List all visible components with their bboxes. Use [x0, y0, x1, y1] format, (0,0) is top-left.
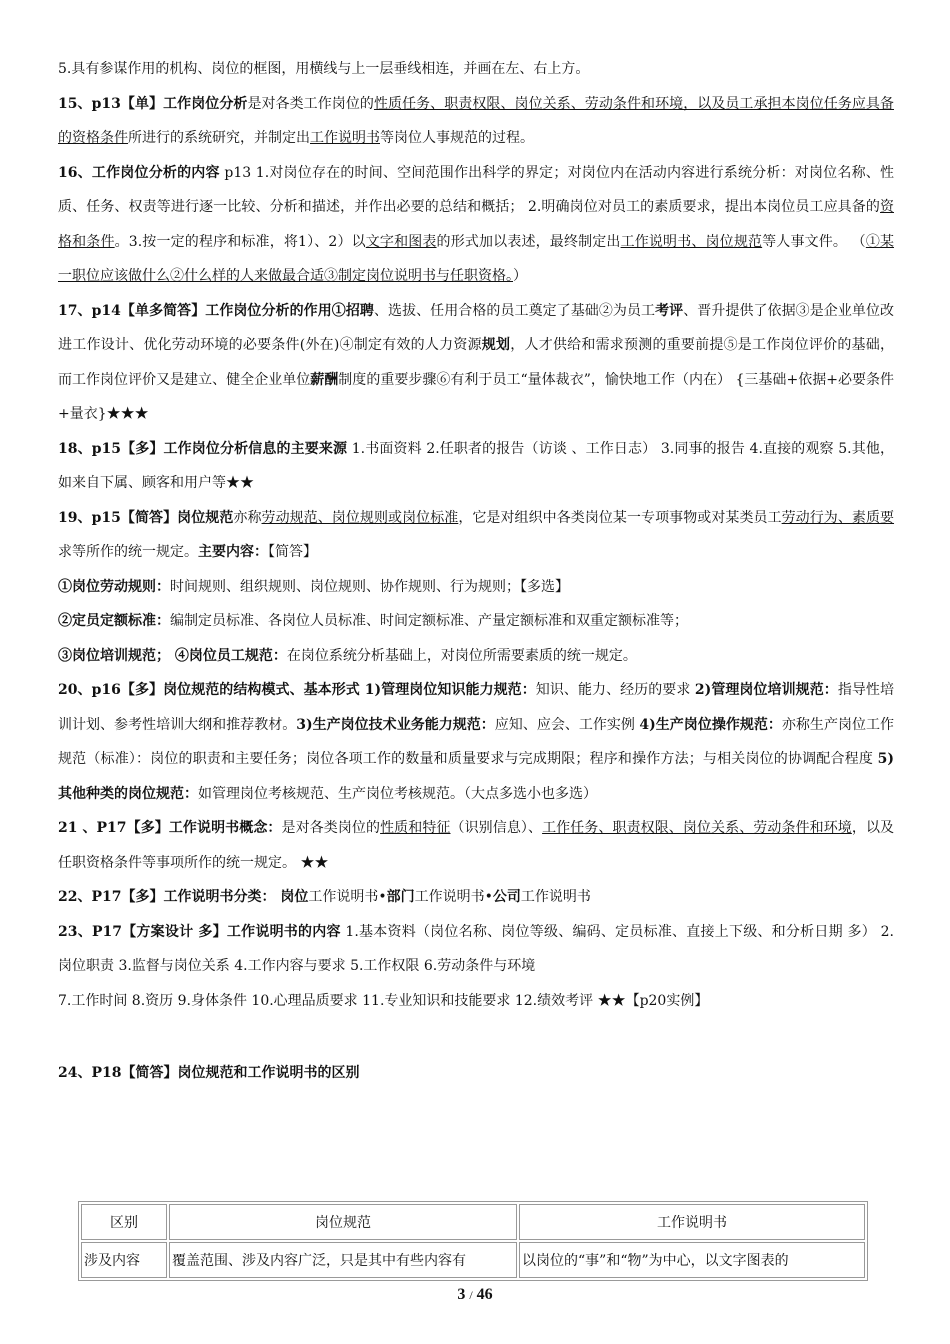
item-15	[58, 87, 894, 156]
item-19-text-4: 【简答】	[268, 544, 317, 560]
rule-1-text: 时间规则、组织规则、岗位规则、协作规则、行为规则；【多选】	[170, 578, 569, 595]
item-21-text-1: 是对各类岗位的	[281, 820, 381, 836]
table-row	[81, 1242, 865, 1278]
rule-3-label: ③岗位培训规范； ④岗位员工规范：	[58, 647, 287, 664]
item-19-heading: 19、p15【简答】岗位规范	[58, 509, 234, 526]
item-16-text-4: 等人事文件。 （	[762, 233, 866, 250]
item-21-text-2: （识别信息）、	[450, 820, 543, 836]
item-15-text-1: 是对各类工作岗位的	[247, 95, 374, 112]
item-21-text-3: ，以及任职资格条件等事项所作的统一规定。 ★★	[58, 820, 895, 871]
item-20-bold-5: 5)其他种类的岗位规范：	[58, 751, 894, 802]
item-22-heading: 22、P17【多】工作说明书分类： 岗位	[58, 889, 309, 905]
item-16	[58, 156, 894, 294]
item-20-text-3: 应知、应会、工作实例	[494, 716, 640, 733]
item-20	[58, 673, 894, 811]
item-22	[58, 880, 894, 915]
item-16-underline-2: 文字和图表	[365, 233, 437, 250]
item-17-bold-2: 规划	[481, 337, 511, 353]
item-17-text-3: ，人才供给和需求预测的重要前提⑤是工作岗位评价的基础，而工作岗位评价又是建立、健全企业单位	[58, 337, 895, 388]
item-23-heading: 23、P17【方案设计 多】工作说明书的内容	[58, 923, 341, 940]
item-15-underline-1: 性质任务、职责权限、岗位关系、劳动条件和环境，以及员工承担本岗位任务应具备的资格条件	[58, 95, 894, 146]
table-header-row	[81, 1204, 865, 1240]
page-separator: /	[469, 1288, 473, 1302]
item-17-bold-1: 考评	[655, 302, 684, 319]
item-17-text-2: 、晋升提供了依据③是企业单位改进工作设计、优化劳动环境的必要条件(外在)④制定有效的人力资源	[58, 302, 895, 353]
item-20-bold-2: 2)管理岗位培训规范：	[694, 682, 838, 698]
table-header-cell: 工作说明书	[519, 1204, 865, 1240]
item-17	[58, 294, 894, 432]
rule-2-label: ②定员定额标准：	[58, 613, 170, 629]
item-15-text-2: 所进行的系统研究，并制定出	[128, 130, 310, 146]
table-header-cell: 区别	[81, 1204, 167, 1240]
table-cell: 涉及内容	[81, 1242, 167, 1278]
item-19-rule-2	[58, 604, 894, 639]
item-20-text-1: 知识、能力、经历的要求	[535, 682, 695, 698]
item-19-underline-1: 劳动规范、岗位规则或岗位标准	[261, 509, 459, 526]
item-20-bold-4: 4)生产岗位操作规范：	[639, 716, 782, 733]
item-19-rule-1	[58, 570, 894, 605]
item-19-text-1: 亦称	[233, 509, 262, 526]
table-cell: 以岗位的“事”和“物”为中心，以文字图表的	[519, 1242, 865, 1278]
item-15-underline-2: 工作说明书	[310, 130, 380, 146]
current-page: 3	[457, 1286, 466, 1303]
item-17-text-4: 制度的重要步骤⑥有利于员工“量体裁衣”，愉快地工作（内在） {三基础+依据+必要条件+量衣}★★★	[58, 371, 895, 422]
item-21-underline-1: 性质和特征	[380, 820, 451, 836]
item-23-cont: 7.工作时间 8.资历 9.身体条件 10.心理品质要求 11.专业知识和技能要求 12.绩效考评 ★★【p20实例】	[58, 992, 709, 1009]
comparison-table	[78, 1201, 868, 1281]
table-cell: 覆盖范围、涉及内容广泛，只是其中有些内容有	[169, 1242, 517, 1278]
rule-1-label: ①岗位劳动规则：	[58, 578, 170, 595]
item-22-text-2: 工作说明书•	[414, 889, 493, 905]
item-20-text-5: 如管理岗位考核规范、生产岗位考核规范。（大点多选小也多选）	[198, 785, 597, 802]
item-20-heading: 20、p16【多】岗位规范的结构模式、基本形式 1)管理岗位知识能力规范：	[58, 682, 536, 698]
item-19-text-2: ，它是对组织中各类岗位某一专项事物或对某类员工	[458, 509, 782, 526]
item-19	[58, 501, 894, 570]
item-18-heading: 18、p15【多】工作岗位分析信息的主要来源	[58, 440, 348, 457]
item-23-text-1: 1.基本资料（岗位名称、岗位等级、编码、定员标准、直接上下级、和分析日期 多） 2.岗位职责 3.监督与岗位关系 4.工作内容与要求 5.工作权限 6.劳动条件与环境	[58, 923, 894, 974]
item-21-heading: 21 、P17【多】工作说明书概念：	[58, 820, 282, 836]
spacer	[58, 1018, 894, 1056]
total-pages: 46	[476, 1286, 493, 1303]
item-17-heading: 17、p14【单多简答】工作岗位分析的作用①招聘	[58, 302, 374, 319]
item-19-text-3: 求等所作的统一规定。	[58, 544, 198, 560]
item-17-text-1: 、选拔、任用合格的员工奠定了基础②为员工	[373, 302, 656, 319]
item-17-bold-3: 薪酬	[310, 371, 339, 388]
item-19-rule-3	[58, 639, 894, 674]
item-18-text: 1.书面资料 2.任职者的报告（访谈 、工作日志） 3.同事的报告 4.直接的观察 5.其他，如来自下属、顾客和用户等★★	[58, 440, 894, 491]
item-23	[58, 915, 894, 984]
item-16-text-3: 的形式加以表述，最终制定出	[436, 233, 621, 250]
item-15-heading: 15、p13【单】工作岗位分析	[58, 95, 248, 112]
item-16-underline-3: 工作说明书、岗位规范	[620, 233, 763, 250]
item-22-text-1: 工作说明书•	[308, 889, 387, 905]
item-22-text-3: 工作说明书	[520, 889, 591, 905]
item-18	[58, 432, 894, 501]
line-item-5: 5.具有参谋作用的机构、岗位的框图，用横线与上一层垂线相连，并画在左、右上方。	[58, 61, 590, 77]
item-24-heading: 24、P18【简答】岗位规范和工作说明书的区别	[58, 1065, 360, 1081]
item-21	[58, 811, 894, 880]
item-16-underline-1: 资格和条件	[58, 199, 894, 250]
rule-3-text: 在岗位系统分析基础上，对岗位所需要素质的统一规定。	[286, 647, 637, 664]
item-16-text-2: 。3.按一定的程序和标准，将1）、2）以	[114, 233, 366, 250]
table-header-cell: 岗位规范	[169, 1204, 517, 1240]
item-24	[58, 1056, 894, 1091]
item-20-text-2: 指导性培训计划、参考性培训大纲和推荐教材。	[58, 682, 894, 733]
rule-2-text: 编制定员标准、各岗位人员标准、时间定额标准、产量定额标准和双重定额标准等；	[170, 613, 688, 629]
item-19-underline-2: 劳动行为、素质要	[781, 509, 895, 526]
item-16-underline-4: ①某一职位应该做什么②什么样的人来做最合适③制定岗位说明书与任职资格。	[58, 233, 894, 284]
document-body	[58, 52, 894, 1091]
item-22-bold-2: 部门	[386, 889, 415, 905]
page-number	[0, 1286, 950, 1304]
item-16-text-1: p13 1.对岗位存在的时间、空间范围作出科学的界定；对岗位内在活动内容进行系统分析：对岗位名称、性质、任务、权责等进行逐一比较、分析和描述，并作出必要的总结和概括； 2.明确岗位对员工的素质要求，提出本岗位员工应具备的	[58, 164, 894, 215]
item-19-main-content-label: 主要内容：	[198, 544, 268, 560]
item-20-bold-3: 3)生产岗位技术业务能力规范：	[296, 716, 495, 733]
item-22-bold-3: 公司	[492, 889, 521, 905]
item-16-heading: 16、工作岗位分析的内容	[58, 164, 220, 181]
item-20-text-4: 亦称生产岗位工作规范（标准）：岗位的职责和主要任务；岗位各项工作的数量和质量要求与完成期限；程序和操作方法；与相关岗位的协调配合程度	[58, 716, 895, 767]
item-15-text-3: 等岗位人事规范的过程。	[380, 130, 534, 146]
item-21-underline-2: 工作任务、职责权限、岗位关系、劳动条件和环境	[542, 820, 852, 836]
item-16-text-5: ）	[513, 268, 527, 284]
